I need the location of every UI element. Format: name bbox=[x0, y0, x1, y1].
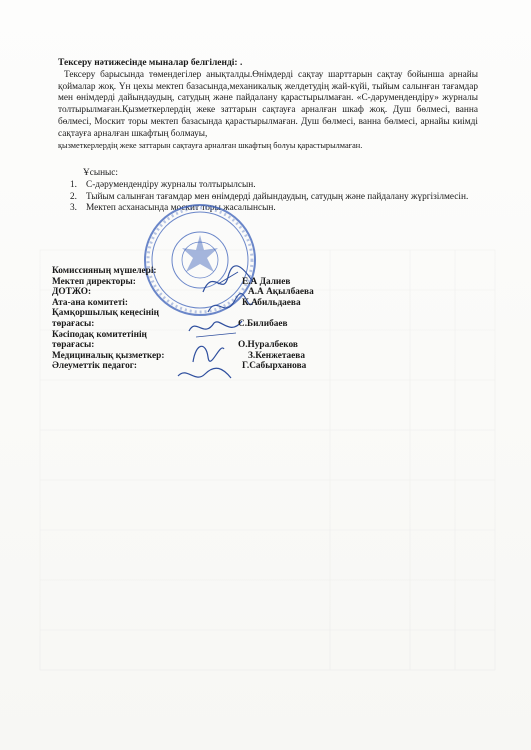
list-number: 2. bbox=[70, 191, 77, 202]
signature-name: К.Абильдаева bbox=[242, 297, 301, 308]
signature-name: Г.Сабырханова bbox=[242, 361, 307, 372]
signature-name: С.Билибаев bbox=[238, 318, 288, 329]
signature-row bbox=[52, 361, 352, 372]
signature-row bbox=[52, 308, 352, 319]
signature-role: төрағасы: bbox=[52, 340, 95, 351]
findings-text-last: қызметкерлердің жеке заттарын сақтауға арналған шкафтың болуы қарастырылмаған. bbox=[58, 141, 363, 151]
list-number: 3. bbox=[70, 203, 77, 214]
list-number: 1. bbox=[70, 180, 77, 190]
list-item bbox=[70, 203, 480, 215]
signature-row bbox=[52, 277, 352, 288]
signature-role: Ата-ана комитеті: bbox=[52, 297, 128, 308]
recommendations-title: Ұсыныс: bbox=[83, 168, 119, 178]
signature-row bbox=[52, 266, 352, 277]
list-text: С-дәрумендендіру журналы толтырылсын. bbox=[86, 180, 256, 190]
signature-row bbox=[52, 287, 352, 298]
findings-text: Тексеру барысында төмендегілер анықталды.Өнімдерді сақтау шарттарын сақтау бойынша арнайы қоймалар жоқ. Үн цехы мектеп базасында,механикалық желдетудің жай-күйі, тыйым салынған тағамдар мен өнімдерді дайындаудың, сатудың және пайдалану қарастырылмаған. «С-дәрумендендіру» журналы толтырылмаған.Қызметкерлердің жеке заттарын сақтауға арналған шкаф жоқ. Душ бөлмесі, ванна бөлмесі, Москит торы мектеп базасында қарастырылмаған. Душ бөлмесі, ванна бөлмесі, арнайы киімді сақтауға арналған шкафтың болмауы, bbox=[58, 70, 478, 139]
signature-role: төрағасы: bbox=[52, 318, 95, 329]
list-item bbox=[70, 180, 480, 192]
signature-row bbox=[52, 319, 352, 330]
signature-role: Қамқоршылық кеңесінің bbox=[52, 308, 160, 319]
signature-role: Кәсіподақ комитетінің bbox=[52, 329, 147, 340]
list-text: Мектеп асханасында москит торы жасалынсын. bbox=[86, 203, 276, 214]
signature-name: З.Кенжетаева bbox=[248, 350, 305, 361]
signature-role: Мектеп директоры: bbox=[52, 276, 136, 287]
signature-block bbox=[52, 266, 352, 372]
signature-row bbox=[52, 340, 352, 351]
signature-name: Е.А Далиев bbox=[242, 276, 291, 287]
signature-row bbox=[52, 298, 352, 309]
signature-role: Әлеуметтік педагог: bbox=[52, 361, 138, 372]
signature-role: Комиссияның мүшелері: bbox=[52, 266, 157, 276]
recommendations-list bbox=[70, 180, 480, 215]
findings-heading: Тексеру нәтижесінде мыналар белгіленді: . bbox=[58, 58, 243, 68]
list-item bbox=[70, 192, 480, 204]
signature-role: Медициналық қызметкер: bbox=[52, 350, 165, 361]
signature-row bbox=[52, 351, 352, 362]
list-text: Тыйым салынған тағамдар мен өнімдерді дайындаудың, сатудың және пайдалану жүргізілмесін. bbox=[86, 191, 469, 202]
findings-paragraph bbox=[58, 70, 478, 152]
signature-name: А.А Ақылбаева bbox=[248, 287, 314, 298]
signature-name: О.Нуралбеков bbox=[238, 340, 298, 351]
signature-role: ДОТЖО: bbox=[52, 287, 92, 298]
signature-row bbox=[52, 330, 352, 341]
